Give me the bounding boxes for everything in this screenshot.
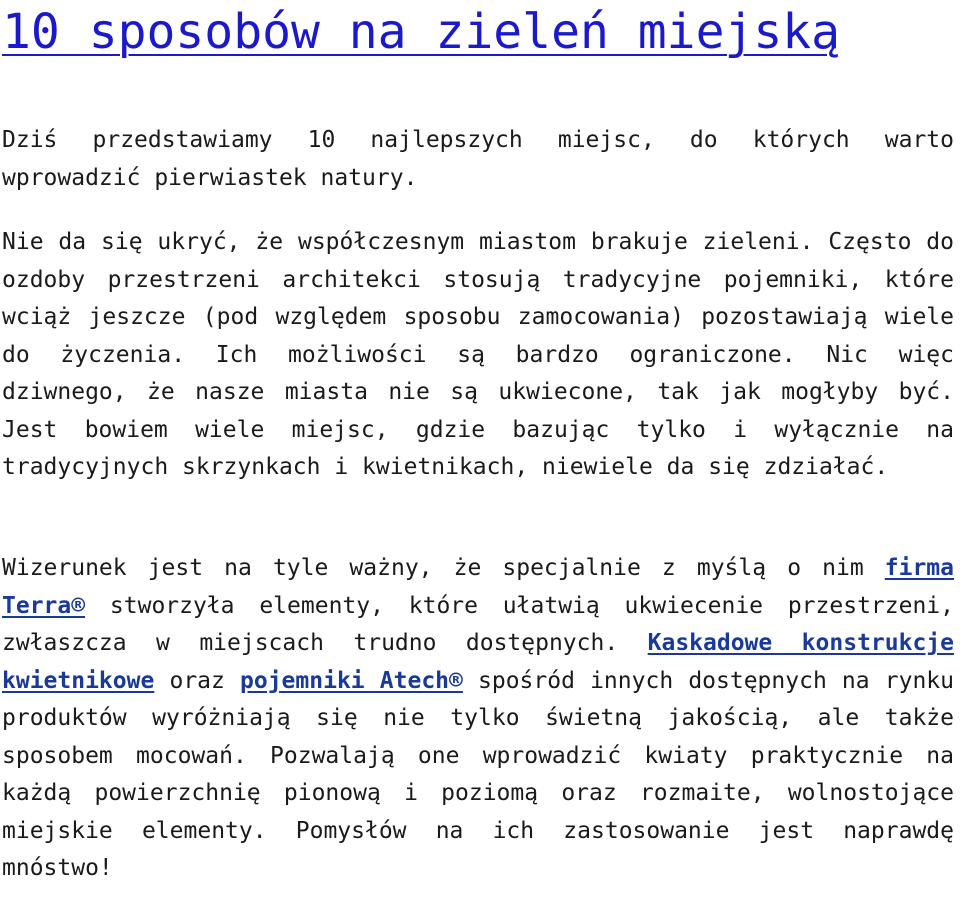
terra-company-link[interactable]: firma Terra®: [2, 555, 954, 619]
atech-containers-link[interactable]: pojemniki Atech®: [240, 667, 463, 694]
para2-text-1: Wizerunek jest na tyle ważny, że specjalnie z myślą o nim: [2, 555, 885, 581]
page-title: [2, 0, 954, 64]
para2-text-2: stworzyła elementy, które ułatwią ukwiecenie przestrzeni, zwłaszcza w miejscach trudno dostępnych.: [2, 592, 954, 656]
cascade-structures-link[interactable]: Kaskadowe konstrukcje kwietnikowe: [2, 630, 954, 694]
article: [2, 0, 955, 881]
body-paragraph-2: [2, 550, 954, 888]
para2-text-3: oraz: [154, 667, 241, 694]
title-link[interactable]: 10 sposobów na zieleń miejską: [2, 4, 841, 60]
para2-text-4: spośród innych dostępnych na rynku produktów wyróżniają się nie tylko świetną jakością, ale także sposobem mocowań. Pozwalają one wprowadzić kwiaty praktycznie na każdą powierzchnię pionową i poziomą oraz rozmaite, wolnostojące miejskie elementy. Pomysłów na ich zastosowanie jest naprawdę mnóstwo!: [2, 667, 955, 881]
body-paragraph-1: Nie da się ukryć, że współczesnym miastom brakuje zieleni. Często do ozdoby przestrzeni architekci stosują tradycyjne pojemniki, które wciąż jeszcze (pod względem sposobu zamocowania) pozostawiają wiele do życzenia. Ich możliwości są bardzo ograniczone. Nic więc dziwnego, że nasze miasta nie są ukwiecone, tak jak mogłyby być. Jest bowiem wiele miejsc, gdzie bazując tylko i wyłącznie na tradycyjnych skrzynkach i kwietnikach, niewiele da się zdziałać.: [2, 229, 954, 480]
intro-paragraph: Dziś przedstawiamy 10 najlepszych miejsc, do których warto wprowadzić pierwiastek natury.: [2, 127, 954, 191]
